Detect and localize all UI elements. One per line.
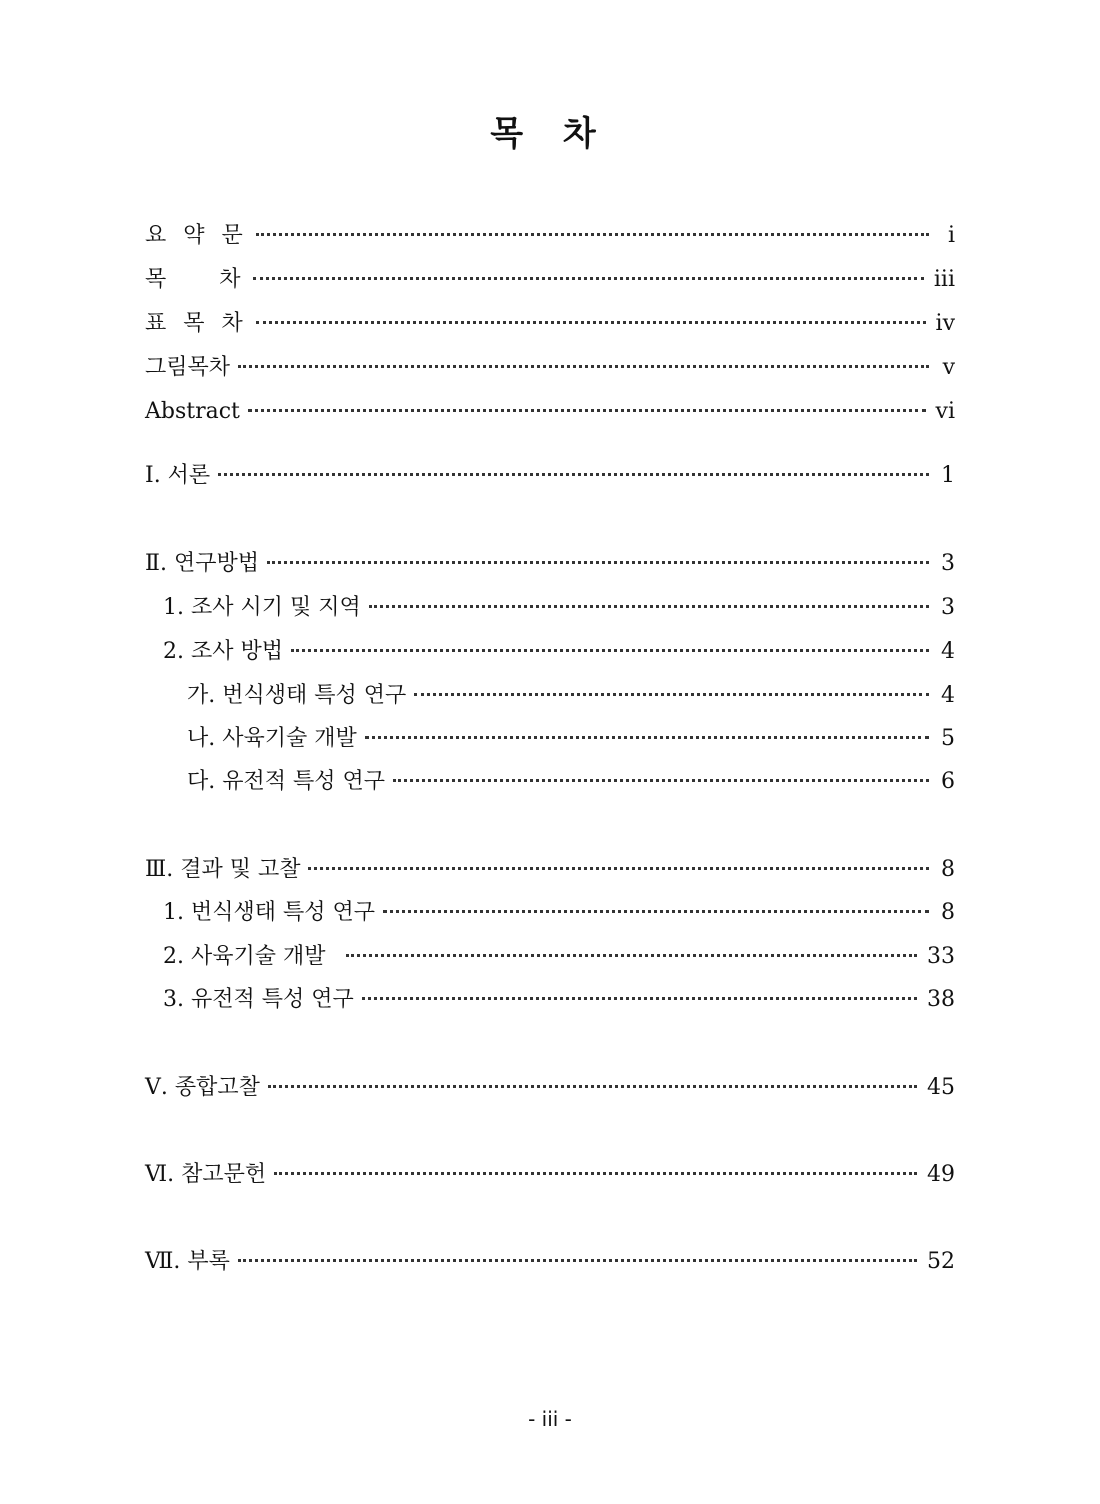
toc-leader-dots <box>274 1172 917 1175</box>
toc-page-number: i <box>947 223 955 248</box>
toc-page-number: 4 <box>941 683 955 708</box>
toc-page-number: 33 <box>927 944 955 969</box>
toc-page-number: 49 <box>927 1162 955 1187</box>
toc-entry-chapter-7[interactable] <box>145 1244 955 1280</box>
toc-entry-chapter-3[interactable] <box>145 852 955 888</box>
toc-label: Ⅴ. 종합고찰 <box>145 1075 260 1100</box>
toc-entry-chapter-2[interactable] <box>145 546 955 582</box>
toc-entry-contents[interactable] <box>145 262 955 298</box>
toc-leader-dots <box>369 605 929 608</box>
toc-entry-table-list[interactable] <box>145 306 955 342</box>
toc-leader-dots <box>256 233 929 236</box>
toc-leader-dots <box>383 910 929 913</box>
toc-label: 표 목 차 <box>145 311 248 336</box>
toc-leader-dots <box>362 997 917 1000</box>
toc-leader-dots <box>248 409 926 412</box>
toc-leader-dots <box>346 954 918 957</box>
toc-entry-chapter-1[interactable] <box>145 458 955 494</box>
toc-label: 가. 번식생태 특성 연구 <box>187 683 407 708</box>
toc-entry-chapter-6[interactable] <box>145 1157 955 1193</box>
toc-entry-section-3-3[interactable] <box>163 982 955 1018</box>
toc-entry-subsection-2-2-da[interactable] <box>187 764 955 800</box>
toc-page-number: 4 <box>941 639 955 664</box>
toc-label: 요 약 문 <box>145 223 248 248</box>
toc-entry-abstract[interactable] <box>145 394 955 430</box>
toc-label: 나. 사육기술 개발 <box>187 726 357 751</box>
toc-leader-dots <box>365 736 929 739</box>
toc-label: 3. 유전적 특성 연구 <box>163 987 354 1012</box>
toc-leader-dots <box>308 867 929 870</box>
toc-leader-dots <box>268 1085 917 1088</box>
toc-label: 1. 번식생태 특성 연구 <box>163 900 375 925</box>
toc-label: 목 차 <box>145 267 246 292</box>
toc-label: Ⅶ. 부록 <box>145 1249 230 1274</box>
toc-label: Ⅵ. 참고문헌 <box>145 1162 267 1187</box>
toc-page-number: iv <box>935 311 955 336</box>
toc-entry-subsection-2-2-na[interactable] <box>187 721 955 757</box>
page-footer-number: - iii - <box>528 1407 572 1431</box>
toc-leader-dots <box>393 779 929 782</box>
toc-page-number: 38 <box>927 987 955 1012</box>
toc-page-number: 6 <box>941 769 955 794</box>
toc-page-number: 8 <box>941 900 955 925</box>
toc-entry-chapter-5[interactable] <box>145 1070 955 1106</box>
toc-label: 2. 조사 방법 <box>163 639 283 664</box>
toc-leader-dots <box>256 321 926 324</box>
toc-page-number: v <box>942 355 955 380</box>
toc-page-number: 3 <box>941 595 955 620</box>
toc-label: Ⅲ. 결과 및 고찰 <box>145 857 301 882</box>
toc-entry-section-2-1[interactable] <box>163 590 955 626</box>
toc-label: 다. 유전적 특성 연구 <box>187 769 385 794</box>
toc-page-number: 8 <box>941 857 955 882</box>
toc-page-number: 3 <box>941 551 955 576</box>
toc-label: Abstract <box>145 399 240 424</box>
toc-entry-section-3-1[interactable] <box>163 895 955 931</box>
toc-label: Ⅰ. 서론 <box>145 463 211 488</box>
toc-leader-dots <box>267 561 929 564</box>
toc-label: 2. 사육기술 개발 <box>163 944 326 969</box>
toc-page-number: 1 <box>941 463 955 488</box>
toc-entry-figure-list[interactable] <box>145 350 955 386</box>
toc-leader-dots <box>291 649 929 652</box>
toc-leader-dots <box>218 473 929 476</box>
toc-label: Ⅱ. 연구방법 <box>145 551 259 576</box>
toc-entry-section-2-2[interactable] <box>163 634 955 670</box>
toc-page-number: 5 <box>941 726 955 751</box>
toc-leader-dots <box>414 693 929 696</box>
toc-label: 그림목차 <box>145 355 231 380</box>
page-title: 목 차 <box>490 114 610 154</box>
toc-entry-summary[interactable] <box>145 218 955 254</box>
toc-entry-section-3-2[interactable] <box>163 939 955 975</box>
toc-entry-subsection-2-2-ga[interactable] <box>187 678 955 714</box>
toc-page-number: vi <box>935 399 955 424</box>
toc-page-number: 45 <box>927 1075 955 1100</box>
toc-leader-dots <box>238 365 929 368</box>
toc-page-number: iii <box>933 267 955 292</box>
toc-label: 1. 조사 시기 및 지역 <box>163 595 361 620</box>
toc-leader-dots <box>253 277 923 280</box>
toc-page-number: 52 <box>927 1249 955 1274</box>
toc-leader-dots <box>238 1259 917 1262</box>
